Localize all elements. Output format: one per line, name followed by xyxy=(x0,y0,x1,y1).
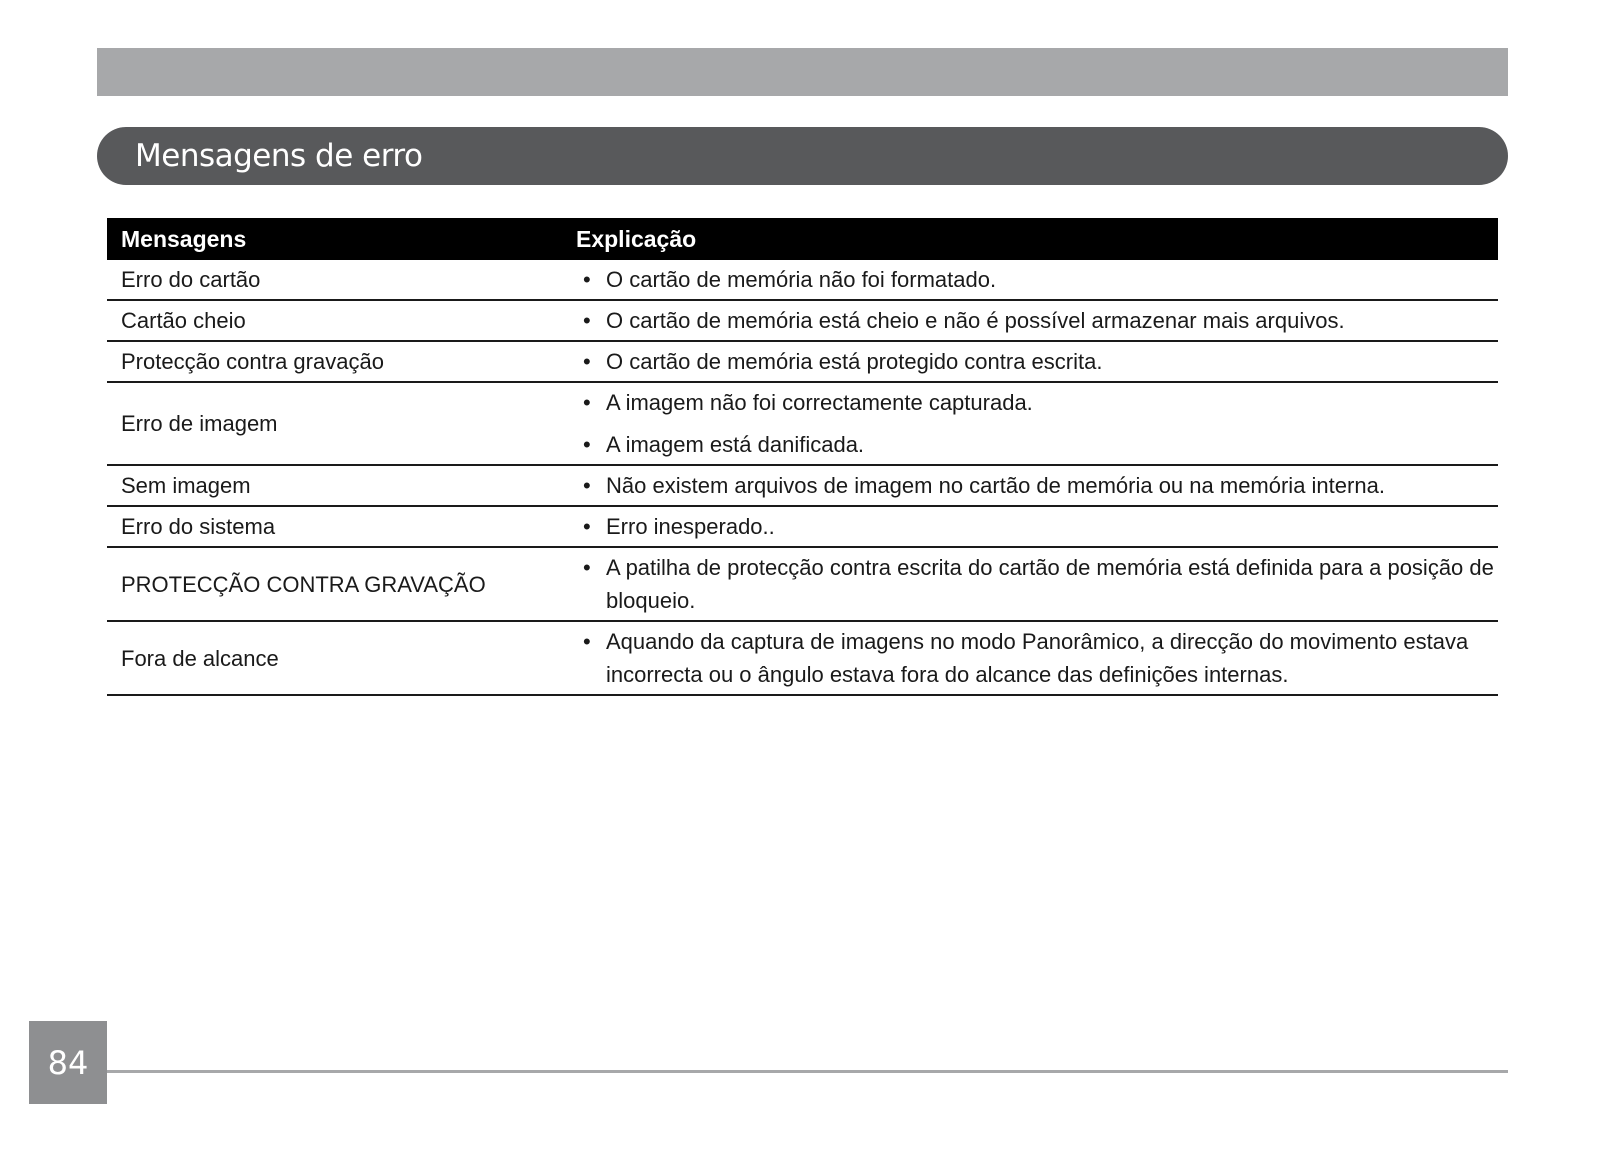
header-messages: Mensagens xyxy=(107,218,576,260)
message-cell: Sem imagem xyxy=(107,465,576,506)
top-decorative-bar xyxy=(97,48,1508,96)
explanation-list xyxy=(576,304,1498,337)
explanation-list xyxy=(576,469,1498,502)
explanation-list xyxy=(576,386,1498,461)
explanation-item: • A patilha de protecção contra escrita do cartão de memória está definida para a posição de bloqueio. xyxy=(576,551,1498,617)
message-cell: Erro de imagem xyxy=(107,382,576,465)
table-row xyxy=(107,382,1498,465)
explanation-item: • Erro inesperado.. xyxy=(576,510,1498,543)
table-header-row xyxy=(107,218,1498,260)
table-row xyxy=(107,465,1498,506)
message-cell: Erro do sistema xyxy=(107,506,576,547)
explanation-list xyxy=(576,345,1498,378)
error-messages-table xyxy=(107,218,1498,696)
explanation-item: • A imagem está danificada. xyxy=(576,428,1498,461)
page-number-box xyxy=(29,1021,107,1104)
header-explanation: Explicação xyxy=(576,218,1498,260)
section-header xyxy=(97,127,1508,185)
footer-divider xyxy=(107,1070,1508,1073)
explanation-cell xyxy=(576,621,1498,695)
explanation-item: • Aquando da captura de imagens no modo Panorâmico, a direcção do movimento estava incorrecta ou o ângulo estava fora do alcance das definições internas. xyxy=(576,625,1498,691)
explanation-cell xyxy=(576,260,1498,300)
table-row xyxy=(107,506,1498,547)
page-number: 84 xyxy=(47,1043,89,1082)
explanation-cell xyxy=(576,547,1498,621)
message-cell: Erro do cartão xyxy=(107,260,576,300)
table-row xyxy=(107,621,1498,695)
message-cell: PROTECÇÃO CONTRA GRAVAÇÃO xyxy=(107,547,576,621)
explanation-item: • O cartão de memória não foi formatado. xyxy=(576,263,1498,296)
explanation-list xyxy=(576,263,1498,296)
explanation-item: • A imagem não foi correctamente capturada. xyxy=(576,386,1498,419)
table-row xyxy=(107,260,1498,300)
explanation-cell xyxy=(576,506,1498,547)
explanation-cell xyxy=(576,382,1498,465)
explanation-item: • Não existem arquivos de imagem no cartão de memória ou na memória interna. xyxy=(576,469,1498,502)
explanation-list xyxy=(576,625,1498,691)
explanation-cell xyxy=(576,341,1498,382)
message-cell: Cartão cheio xyxy=(107,300,576,341)
message-cell: Protecção contra gravação xyxy=(107,341,576,382)
explanation-list xyxy=(576,551,1498,617)
explanation-list xyxy=(576,510,1498,543)
explanation-item: • O cartão de memória está cheio e não é possível armazenar mais arquivos. xyxy=(576,304,1498,337)
table-row xyxy=(107,300,1498,341)
explanation-item: • O cartão de memória está protegido contra escrita. xyxy=(576,345,1498,378)
explanation-cell xyxy=(576,465,1498,506)
section-title: Mensagens de erro xyxy=(135,138,423,174)
table-row xyxy=(107,341,1498,382)
message-cell: Fora de alcance xyxy=(107,621,576,695)
explanation-cell xyxy=(576,300,1498,341)
table-row xyxy=(107,547,1498,621)
